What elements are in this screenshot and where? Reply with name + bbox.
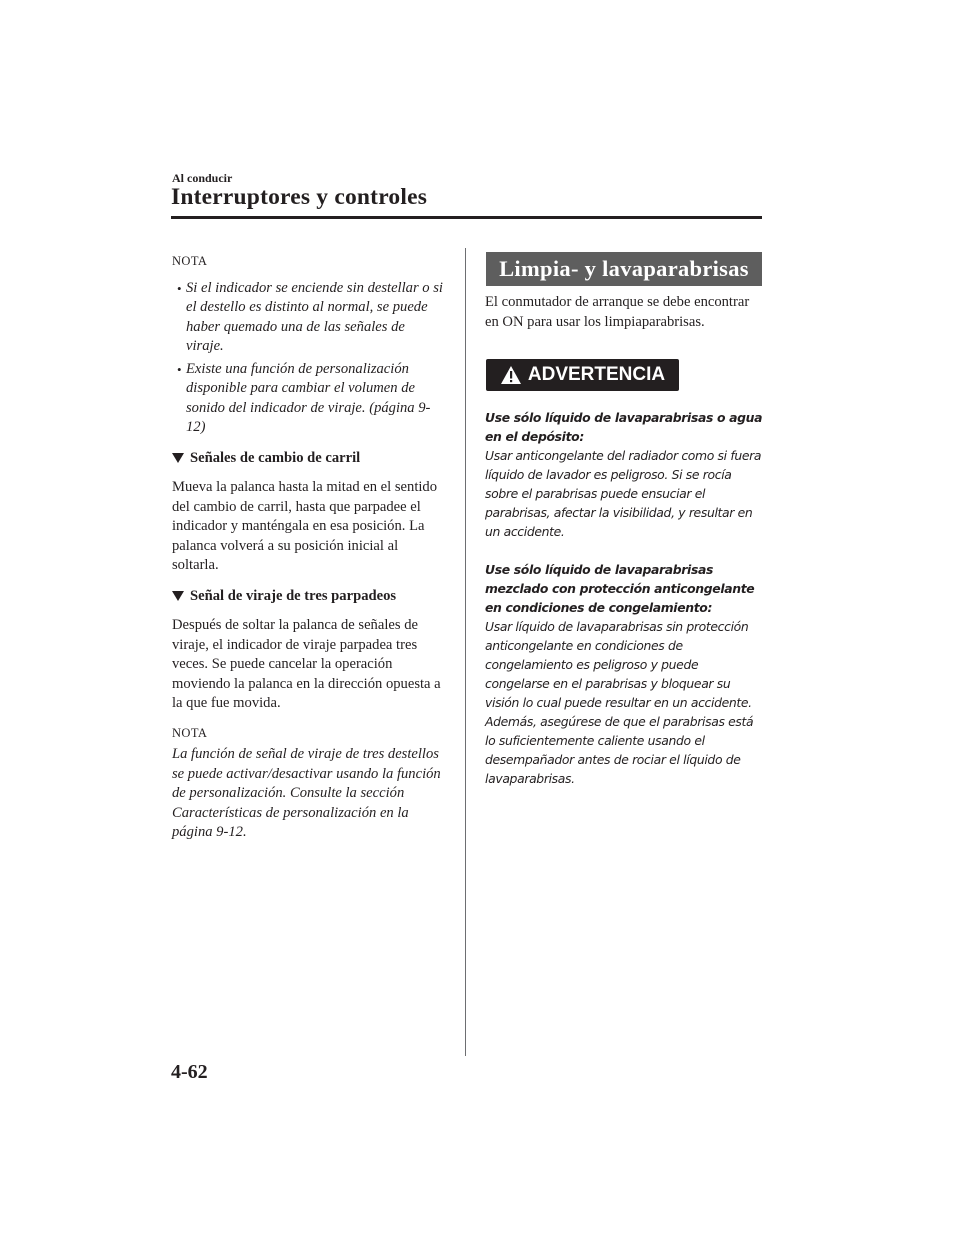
warning-body bbox=[485, 408, 765, 788]
left-column bbox=[172, 252, 444, 843]
down-triangle-icon bbox=[172, 453, 184, 463]
nota-bullet-text: Si el indicador se enciende sin destellar o si el destello es distinto al normal, se puede haber quemado una de las señales de viraje. bbox=[186, 279, 443, 354]
warning-title: Use sólo líquido de lavaparabrisas mezclado con protección anticongelante en condiciones de congelamiento: bbox=[485, 562, 755, 615]
warning-item bbox=[485, 560, 765, 788]
bullet-icon: • bbox=[177, 361, 182, 377]
page-number: 4-62 bbox=[171, 1061, 208, 1083]
down-triangle-icon bbox=[172, 591, 184, 601]
warning-text: Usar anticongelante del radiador como si fuera líquido de lavador es peligroso. Si se rocía sobre el parabrisas puede ensuciar el parabrisas, afectar la visibilidad, y resultar en un accidente. bbox=[485, 448, 762, 539]
warning-item bbox=[485, 408, 765, 541]
nota-text: La función de señal de viraje de tres destellos se puede activar/desactivar usando la función de personalización. Consulte la sección Características de personalización en la página 9-12. bbox=[172, 746, 441, 840]
subheading-text: Señales de cambio de carril bbox=[190, 449, 361, 466]
section-heading: Limpia- y lavaparabrisas bbox=[486, 252, 762, 286]
nota-bullet bbox=[172, 279, 444, 357]
nota-bullet bbox=[172, 360, 444, 438]
chapter-title: Interruptores y controles bbox=[171, 184, 428, 210]
subheading-lane-change bbox=[172, 449, 444, 469]
header-rule bbox=[171, 216, 762, 219]
warning-triangle-icon bbox=[500, 365, 522, 385]
column-divider bbox=[465, 248, 466, 1056]
intro-paragraph: El conmutador de arranque se debe encontrar en ON para usar los limpiaparabrisas. bbox=[485, 294, 750, 330]
nota-bullet-text: Existe una función de personalización disponible para cambiar el volumen de sonido del indicador de viraje. (página 9-12) bbox=[186, 360, 431, 435]
subheading-text: Señal de viraje de tres parpadeos bbox=[190, 587, 397, 604]
bullet-icon: • bbox=[177, 280, 182, 296]
nota-label: NOTA bbox=[172, 725, 208, 740]
warning-label bbox=[486, 359, 679, 391]
paragraph: Después de soltar la palanca de señales de viraje, el indicador de viraje parpadea tres veces. Se puede cancelar la operación moviendo la palanca en la dirección opuesta a la que fue movida. bbox=[172, 617, 441, 711]
warning-title: Use sólo líquido de lavaparabrisas o agua en el depósito: bbox=[485, 410, 763, 444]
nota-label: NOTA bbox=[172, 254, 208, 268]
warning-label-text: ADVERTENCIA bbox=[527, 364, 666, 385]
paragraph: Mueva la palanca hasta la mitad en el sentido del cambio de carril, hasta que parpadee el indicador y manténgala en esa posición. La palanca volverá a su posición inicial al soltarla. bbox=[172, 479, 438, 573]
subheading-triple-flash bbox=[172, 587, 444, 607]
section-label: Al conducir bbox=[172, 171, 233, 185]
warning-text: Usar líquido de lavaparabrisas sin protección anticongelante en condiciones de congelamiento es peligroso y puede congelarse en el parabrisas y bloquear su visión lo cual puede resultar en un accidente. Además, asegúrese de que el parabrisas está lo suficientemente caliente usando el desempañador antes de rociar el líquido de lavaparabrisas. bbox=[485, 619, 754, 786]
